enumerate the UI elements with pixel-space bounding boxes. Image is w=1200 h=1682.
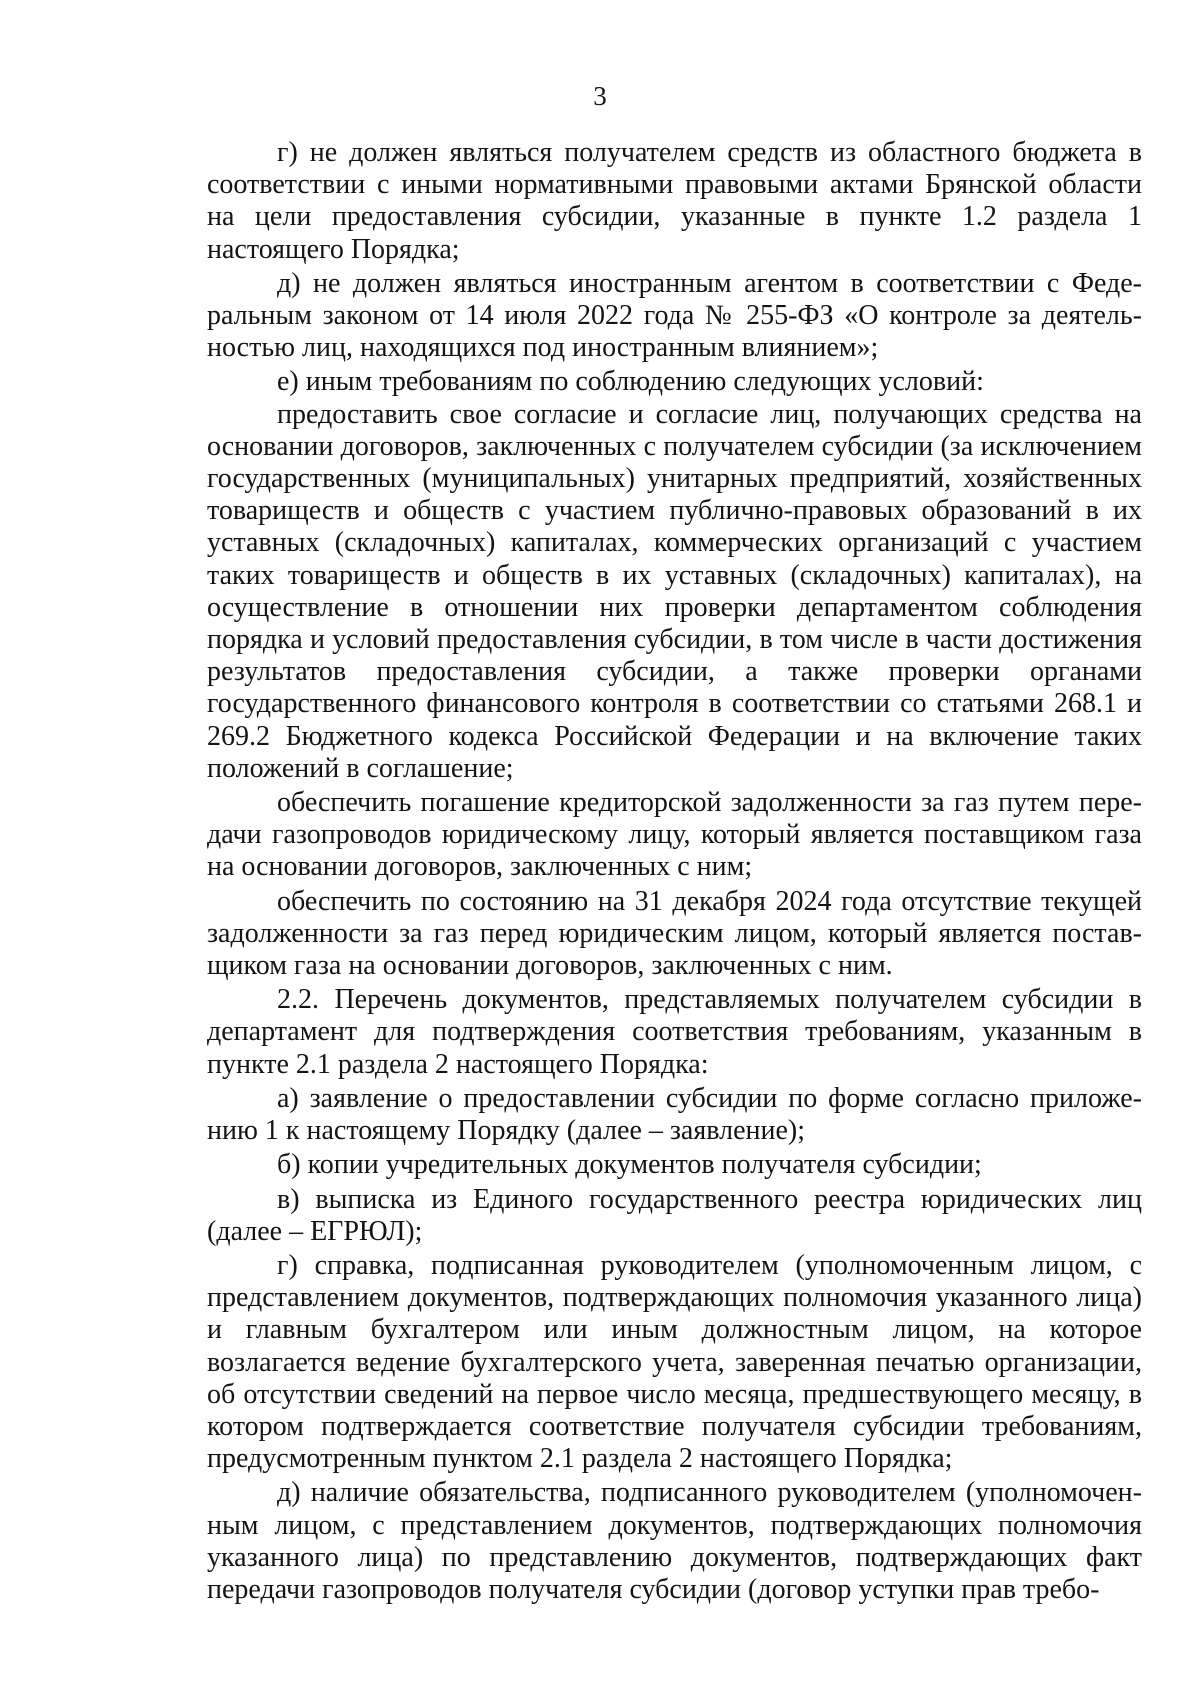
paragraph-item-g-certificate: г) справка, подписанная руководителем (уполномоченным лицом, с представлением документов, подтверждающих полномочия указанного лица) и главным бухгалтером или иным должностным лицом, на которое возлагается ведение бухгалтерского учета, заверенная печатью организации, об отсутствии сведений на первое число месяца, предшествующего месяцу, в котором подтверждается соответствие получателя субсидии требованиям, предусмотренным пунктом 2.1 раздела 2 настоящего Порядка; — [207, 1249, 1142, 1475]
paragraph-no-current-debt: обеспечить по состоянию на 31 декабря 2024 года отсутствие текущей задолженности за газ перед юридическим лицом, который является поставщиком газа на основании договоров, заключенных с ним. — [207, 885, 1142, 982]
paragraph-2-2-documents-list: 2.2. Перечень документов, представляемых получателем субсидии в департамент для подтверждения соответствия требованиям, указанным в пункте 2.1 раздела 2 настоящего Порядка: — [207, 984, 1142, 1080]
document-body — [207, 137, 1142, 1606]
paragraph-item-e-conditions: е) иным требованиям по соблюдению следующих условий: — [277, 366, 984, 398]
paragraph-item-g-budget-funds: г) не должен являться получателем средств из областного бюджета в соответствии с иными нормативными правовыми актами Брянской области на цели предоставления субсидии, указанные в пункте 1.2 раздела 1 настоящего Порядка; — [207, 137, 1142, 265]
paragraph-consent-to-inspection: предоставить свое согласие и согласие лиц, получающих средства на основании договоров, заключенных с получателем субсидии (за исключением государственных (муниципальных) унитарных предприятий, хозяйственных товариществ и обществ с участием публично-правовых образований в их уставных (складочных) капиталах, коммерческих организаций с участием таких товариществ и обществ в их уставных (складочных) капиталах), на осуществление в отношении них проверки департаментом соблюдения порядка и условий предоставления субсидии, в том числе в части достижения результатов предоставления субсидии, а также проверки органами государственного финансового контроля в соответствии со статьями 268.1 и 269.2 Бюджетного кодекса Российской Федерации и на включение таких положений в соглашение; — [207, 398, 1142, 784]
paragraph-item-d-obligation: д) наличие обязательства, подписанного руководителем (уполномоченным лицом, с представлением документов, подтверждающих полномочия указанного лица) по представлению документов, подтверждающих факт передачи газопроводов получателя субсидии (договор уступки прав требо- — [207, 1477, 1142, 1605]
page-number: 3 — [593, 81, 607, 111]
paragraph-debt-repayment: обеспечить погашение кредиторской задолженности за газ путем передачи газопроводов юридическому лицу, который является поставщиком газа на основании договоров, заключенных с ним; — [207, 787, 1142, 883]
paragraph-item-d-foreign-agent: д) не должен являться иностранным агентом в соответствии с Федеральным законом от 14 июля 2022 года № 255-ФЗ «О контроле за деятельностью лиц, находящихся под иностранным влиянием»; — [207, 267, 1142, 364]
paragraph-item-v-egrul-extract: в) выписка из Единого государственного реестра юридических лиц (далее – ЕГРЮЛ); — [207, 1183, 1142, 1247]
paragraph-item-b-founding-documents: б) копии учредительных документов получателя субсидии; — [277, 1149, 982, 1181]
paragraph-item-a-application: а) заявление о предоставлении субсидии по форме согласно приложению 1 к настоящему Порядку (далее – заявление); — [207, 1082, 1142, 1147]
